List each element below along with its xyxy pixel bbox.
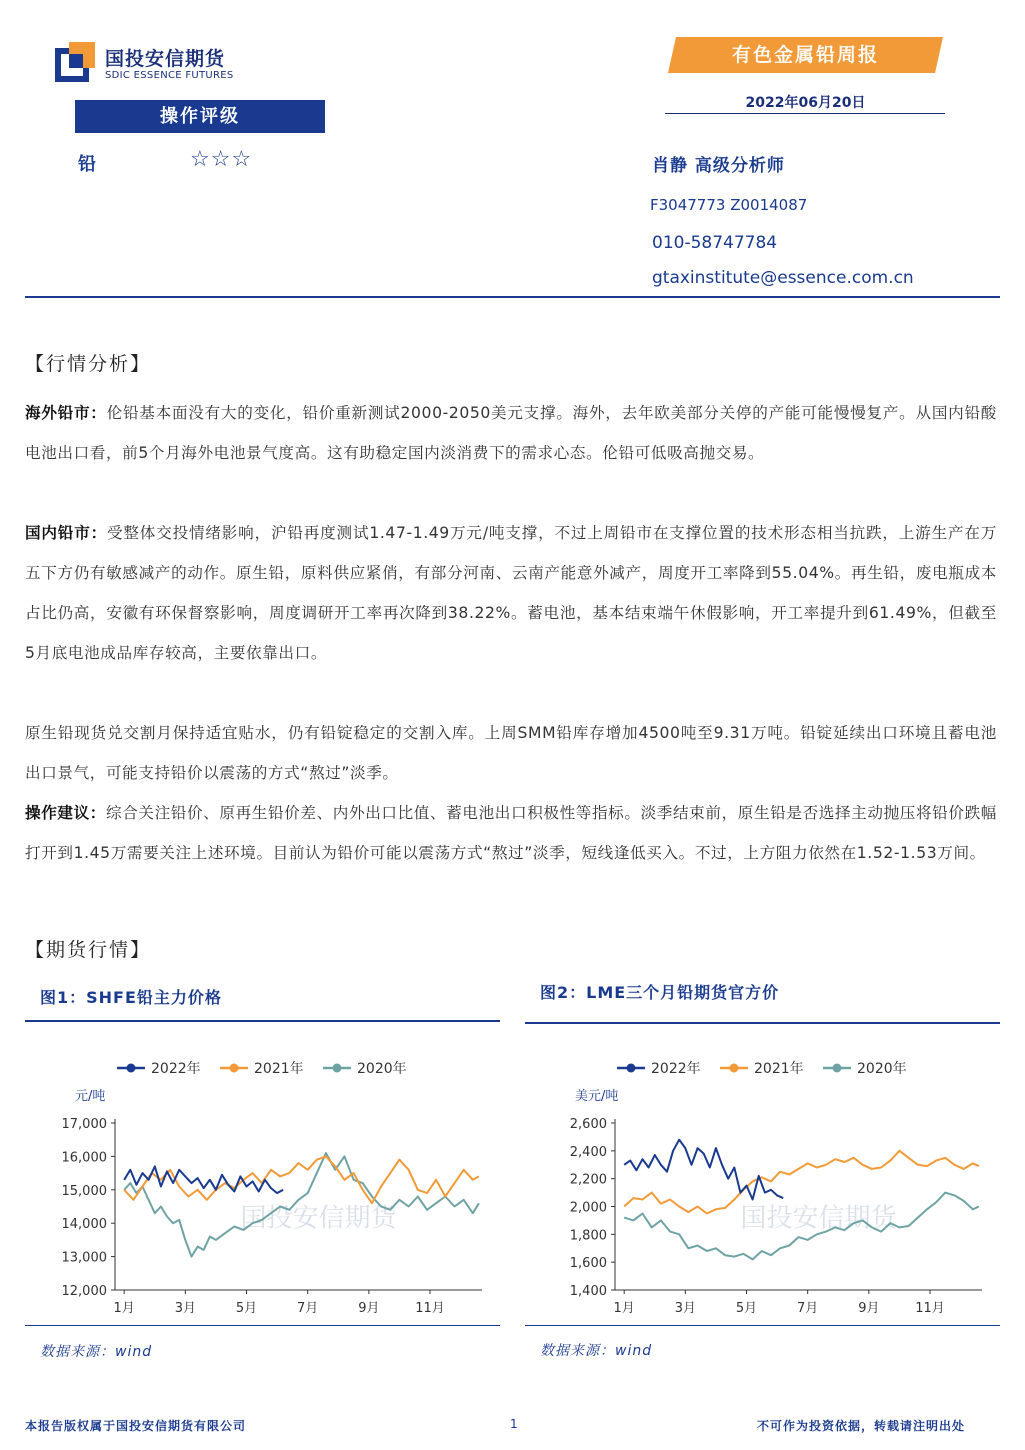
y-tick-label: 2,600: [569, 1117, 607, 1132]
paragraph-text: 受整体交投情绪影响，沪铅再度测试1.47-1.49万元/吨支撑，不过上周铅市在支撑位置的技术形态相当抗跌，上游生产在万五下方仍有敏感减产的动作。原生铅，原料供应紧俏，有部分河南、云南产能意外减产，周度开工率降到55.04%。再生铅，废电瓶成本占比仍高，安徽有环保督察影响，周度调研开工率再次降到38.22%。蓄电池，基本结束端午休假影响，开工率提升到61.49%，但截至5月底电池成品库存较高，主要依靠出口。: [25, 524, 997, 662]
x-tick-label: 5月: [235, 1301, 258, 1316]
legend-swatch-marker: [627, 1064, 636, 1073]
rating-stars: ☆☆☆: [190, 147, 253, 172]
market-analysis-heading: 【行情分析】: [25, 353, 152, 375]
figure-1-title: 图1：SHFE铅主力价格: [40, 988, 222, 1007]
footer-copyright: 本报告版权属于国投安信期货有限公司: [25, 1419, 247, 1433]
paragraph-trading-advice: [25, 793, 997, 873]
rating-header: 操作评级: [75, 100, 325, 133]
legend-item-1: [220, 1060, 304, 1077]
figure-2-title: 图2：LME三个月铅期货官方价: [540, 983, 780, 1002]
x-tick-label: 3月: [174, 1301, 196, 1316]
legend-label: 2021年: [254, 1061, 304, 1077]
page-number: 1: [510, 1417, 518, 1431]
analyst-email[interactable]: gtaxinstitute@essence.com.cn: [652, 268, 914, 288]
legend-label: 2022年: [151, 1061, 201, 1077]
x-tick-label: 9月: [358, 1301, 380, 1316]
y-tick-label: 14,000: [61, 1217, 107, 1233]
legend-swatch-marker: [833, 1064, 842, 1073]
x-tick-label: 3月: [674, 1301, 696, 1316]
legend-item-1: [720, 1060, 804, 1077]
paragraph-text: 综合关注铅价、原再生铅价差、内外出口比值、蓄电池出口积极性等指标。淡季结束前，原生铅是否选择主动抛压将铅价跌幅打开到1.45万需要关注上述环境。目前认为铅价可能以震荡方式“熬过”淡季，短线逢低买入。不过，上方阻力依然在1.52-1.53万间。: [25, 804, 997, 862]
paragraph-label: 操作建议：: [25, 804, 106, 822]
x-tick-label: 11月: [915, 1301, 945, 1316]
legend-swatch-marker: [230, 1064, 239, 1073]
figure-2-source: 数据来源：wind: [540, 1343, 653, 1359]
analyst-name: 肖静 高级分析师: [652, 156, 785, 176]
figure-1-bottom-rule: [25, 1325, 500, 1326]
header-divider: [25, 296, 1000, 298]
x-tick-label: 9月: [858, 1301, 880, 1316]
series-line-2021年: [124, 1156, 479, 1203]
y-tick-label: 17,000: [61, 1117, 107, 1132]
y-tick-label: 1,600: [569, 1256, 607, 1272]
x-tick-label: 11月: [415, 1301, 445, 1316]
report-title-banner: [668, 37, 943, 73]
y-tick-label: 2,400: [569, 1144, 607, 1160]
legend-label: 2022年: [651, 1061, 701, 1077]
futures-heading: 【期货行情】: [25, 939, 152, 961]
y-tick-label: 16,000: [61, 1150, 107, 1166]
logo-mark-icon: [55, 42, 95, 82]
legend-item-0: [617, 1060, 701, 1077]
paragraph-domestic-market: [25, 513, 997, 673]
logo-english-text: SDIC ESSENCE FUTURES: [105, 70, 234, 81]
legend-item-2: [823, 1060, 907, 1077]
chart-1-svg: [25, 1040, 500, 1325]
x-tick-label: 5月: [735, 1301, 758, 1316]
paragraph-label: 海外铅市：: [25, 404, 107, 422]
y-tick-label: 13,000: [61, 1250, 107, 1266]
date-underline: [665, 113, 945, 114]
analyst-phone: 010-58747784: [652, 233, 778, 253]
paragraph-overseas-market: [25, 393, 997, 473]
logo-chinese-text: 国投安信期货: [105, 48, 226, 70]
x-tick-label: 7月: [797, 1301, 819, 1316]
figure-2-bottom-rule: [525, 1325, 1000, 1326]
footer-disclaimer: 不可作为投资依据，转载请注明出处: [757, 1419, 966, 1433]
x-tick-label: 1月: [613, 1301, 635, 1316]
paragraph-text: 原生铅现货兑交割月保持适宜贴水，仍有铅锭稳定的交割入库。上周SMM铅库存增加4500吨至9.31万吨。铅锭延续出口环境且蓄电池出口景气，可能支持铅价以震荡的方式“熬过”淡季。: [25, 724, 997, 782]
analyst-ids: F3047773 Z0014087: [650, 196, 808, 214]
figure-2-top-rule: [525, 1022, 1000, 1024]
y-axis-unit: 元/吨: [75, 1089, 106, 1104]
company-logo: [55, 40, 255, 90]
chart-watermark: 国投安信期货: [740, 1203, 897, 1234]
paragraph-text: 伦铅基本面没有大的变化，铅价重新测试2000-2050美元支撑。海外，去年欧美部分关停的产能可能慢慢复产。从国内铅酸电池出口看，前5个月海外电池景气度高。这有助稳定国内淡消费下的需求心态。伦铅可低吸高抛交易。: [25, 404, 997, 462]
legend-swatch-marker: [333, 1064, 342, 1073]
x-tick-label: 1月: [113, 1301, 135, 1316]
shfe-lead-price-chart: [25, 1040, 500, 1325]
chart-2-svg: [525, 1040, 1000, 1325]
chart-watermark: 国投安信期货: [240, 1203, 397, 1234]
y-tick-label: 2,200: [569, 1172, 607, 1188]
legend-swatch-marker: [730, 1064, 739, 1073]
y-tick-label: 12,000: [61, 1284, 107, 1299]
y-axis-unit: 美元/吨: [575, 1089, 619, 1104]
commodity-name: 铅: [78, 154, 96, 175]
legend-swatch-marker: [127, 1064, 136, 1073]
lme-lead-price-chart: [525, 1040, 1000, 1325]
y-tick-label: 15,000: [61, 1183, 107, 1199]
paragraph-label: 国内铅市：: [25, 524, 107, 542]
y-tick-label: 2,000: [569, 1200, 607, 1216]
legend-label: 2020年: [857, 1061, 907, 1077]
report-date: 2022年06月20日: [745, 95, 866, 111]
figure-1-top-rule: [25, 1020, 500, 1022]
legend-item-0: [117, 1060, 201, 1077]
y-tick-label: 1,400: [569, 1284, 607, 1299]
legend-item-2: [323, 1060, 407, 1077]
legend-label: 2021年: [754, 1061, 804, 1077]
series-line-2022年: [624, 1140, 783, 1200]
paragraph-spot-inventory: [25, 713, 997, 793]
report-title: 有色金属铅周报: [731, 44, 879, 66]
legend-label: 2020年: [357, 1061, 407, 1077]
x-tick-label: 7月: [297, 1301, 319, 1316]
y-tick-label: 1,800: [569, 1228, 607, 1244]
figure-1-source: 数据来源：wind: [40, 1344, 153, 1360]
